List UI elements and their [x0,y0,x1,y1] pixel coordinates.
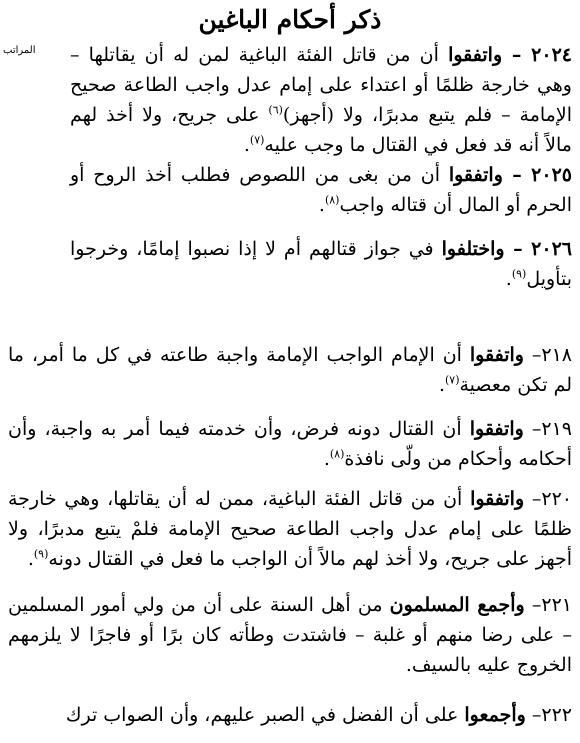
paragraph-lead: واتفقوا [469,418,524,440]
paragraph-lead: وأجمع المسلمون [389,594,525,616]
paragraph-218: ٢١٨– واتفقوا أن الإمام الواجب الإمامة واجبة طاعته في كل ما أمر، ما لم تكن معصية$^{(٧)}$. [8,344,572,396]
paragraph-text: أن الإمام الواجب الإمامة واجبة طاعته في كل ما أمر، ما لم تكن معصية [8,344,572,396]
paragraph-number: ٢١٩ [541,418,572,440]
paragraph-lead: واتفقوا [448,164,503,186]
paragraph-lead: واختلفوا [441,238,505,260]
paragraph-end: . [438,374,445,396]
paragraph-number: ٢٢١ [541,594,572,616]
paragraph-text: على أن الفضل في الصبر عليهم، وأن الصواب ترك [65,704,459,726]
paragraph-text: أن من قاتل الفئة الباغية، ممن له أن يقاتلها، وهي خارجة ظلمًا على إمام عدل واجب الطاعة صحيح الإمامة فلمْ يتبع مدبرًا، ولا أجهز على جريح، ولا أخذ لهم مالاً أن الواجب ما فعل في القتال دونه [8,488,572,570]
paragraph-number: ٢١٨ [541,344,572,366]
paragraph-end: . [318,194,325,216]
footnote-ref[interactable]: (٩) [511,267,527,281]
paragraph-text: أن من قاتل الفئة الباغية لمن له أن يقاتلها – وهي خارجة ظلمًا أو اعتداء على إمام عدل واجب الطاعة صحيح الإمامة – فلم يتبع مدبرًا، ولا (أجهز) [70,44,572,126]
paragraph-end: . [323,448,330,470]
paragraph-2025: ٢٠٢٥ – واتفقوا أن من بغى من اللصوص فطلب أخذ الروح أو الحرم أو المال أن قتاله واجب$^{(٨)}$. [70,164,572,216]
paragraph-lead: وأجمعوا [464,704,526,726]
paragraph-number: ٢٢٠ [541,488,572,510]
footnote-ref[interactable]: (٨) [324,193,340,207]
paragraph-lead: واتفقوا [448,44,503,66]
paragraph-lead: واتفقوا [469,344,524,366]
paragraph-221: ٢٢١– وأجمع المسلمون من أهل السنة على أن من ولي أمور المسلمين – على رضا منهم أو غلبة – فاشتدت وطأته كان برًا أو فاجرًا لا يلزمهم الخروج عليه بالسيف. [8,594,572,676]
paragraph-number: ٢٢٢ [541,704,572,726]
paragraph-text: من أهل السنة على أن من ولي أمور المسلمين – على رضا منهم أو غلبة – فاشتدت وطأته كان برًا أو فاجرًا لا يلزمهم الخروج عليه بالسيف [8,594,572,676]
paragraph-text: أن من بغى من اللصوص فطلب أخذ الروح أو الحرم أو المال أن قتاله واجب [70,164,572,216]
paragraph-text: في جواز قتالهم أم لا إذا نصبوا إمامًا، وخرجوا بتأويل [70,238,572,290]
paragraph-number: ٢٠٢٤ [531,44,572,66]
margin-note: المراتب [3,45,36,56]
paragraph-end: . [243,134,250,156]
footnote-ref[interactable]: (٧) [249,133,265,147]
footnote-ref[interactable]: (٦) [268,103,283,117]
paragraph-2026: ٢٠٢٦ – واختلفوا في جواز قتالهم أم لا إذا نصبوا إمامًا، وخرجوا بتأويل$^{(٩)}$. [70,238,572,290]
paragraph-end: . [505,268,512,290]
footnote-ref[interactable]: (٨) [329,447,345,461]
paragraph-lead: واتفقوا [470,488,525,510]
paragraph-end: . [27,548,34,570]
paragraph-2024: ٢٠٢٤ – واتفقوا أن من قاتل الفئة الباغية لمن له أن يقاتلها – وهي خارجة ظلمًا أو اعتداء على إمام عدل واجب الطاعة صحيح الإمامة – فلم يتبع مدبرًا، ولا (أجهز)$^{(٦)}$ على جريح، ولا أخذ لهم مالاً أنه قد فعل في القتال ما وجب عليه$^{(٧)}$. [70,44,572,156]
paragraph-text: أن القتال دونه فرض، وأن خدمته فيما أمر به واجبة، وأن أحكامه وأحكام من ولّى نافذة [8,418,572,470]
paragraph-222: ٢٢٢– وأجمعوا على أن الفضل في الصبر عليهم، وأن الصواب ترك [65,704,572,726]
paragraph-text-continued: على جريح، ولا أخذ لهم مالاً أنه قد فعل في القتال ما وجب عليه [70,104,572,156]
footnote-ref[interactable]: (٧) [444,373,460,387]
paragraph-220: ٢٢٠– واتفقوا أن من قاتل الفئة الباغية، ممن له أن يقاتلها، وهي خارجة ظلمًا على إمام عدل واجب الطاعة صحيح الإمامة فلمْ يتبع مدبرًا، ولا أجهز على جريح، ولا أخذ لهم مالاً أن الواجب ما فعل في القتال دونه$^{(٩)}$. [8,488,572,570]
paragraph-number: ٢٠٢٥ [531,164,572,186]
footnote-ref[interactable]: (٩) [33,547,49,561]
paragraph-number: ٢٠٢٦ [531,238,572,260]
section-heading: ذكر أحكام الباغين [198,5,382,34]
paragraph-end: . [405,654,412,676]
paragraph-219: ٢١٩– واتفقوا أن القتال دونه فرض، وأن خدمته فيما أمر به واجبة، وأن أحكامه وأحكام من ولّى نافذة$^{(٨)}$. [8,418,572,470]
